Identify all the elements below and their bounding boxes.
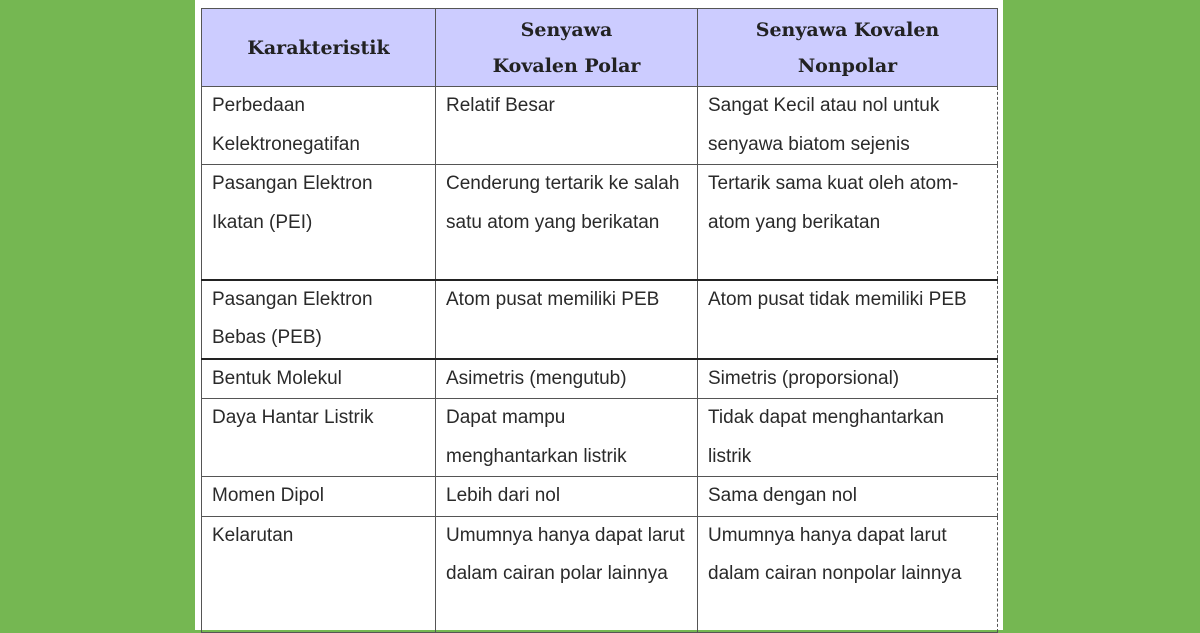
header-karakteristik: Karakteristik bbox=[202, 9, 436, 87]
table-row bbox=[202, 477, 998, 517]
cell-karakteristik: Pasangan Elektron Bebas (PEB) bbox=[202, 280, 436, 359]
table-row bbox=[202, 165, 998, 280]
cell-karakteristik: Kelarutan bbox=[202, 516, 436, 632]
cell-karakteristik: Daya Hantar Listrik bbox=[202, 399, 436, 477]
cell-nonpolar: Sama dengan nol bbox=[698, 477, 998, 517]
table-row bbox=[202, 399, 998, 477]
table-row bbox=[202, 280, 998, 359]
cell-karakteristik: Momen Dipol bbox=[202, 477, 436, 517]
comparison-table bbox=[201, 8, 998, 633]
cell-polar: Relatif Besar bbox=[436, 87, 698, 165]
cell-nonpolar: Simetris (proporsional) bbox=[698, 359, 998, 399]
header-polar: Senyawa Kovalen Polar bbox=[436, 9, 698, 87]
table-row bbox=[202, 87, 998, 165]
cell-nonpolar: Tidak dapat menghantarkan listrik bbox=[698, 399, 998, 477]
header-nonpolar: Senyawa Kovalen Nonpolar bbox=[698, 9, 998, 87]
cell-nonpolar: Umumnya hanya dapat larut dalam cairan nonpolar lainnya bbox=[698, 516, 998, 632]
cell-nonpolar: Sangat Kecil atau nol untuk senyawa biatom sejenis bbox=[698, 87, 998, 165]
cell-nonpolar: Tertarik sama kuat oleh atom-atom yang berikatan bbox=[698, 165, 998, 280]
cell-polar: Cenderung tertarik ke salah satu atom yang berikatan bbox=[436, 165, 698, 280]
cell-karakteristik: Pasangan Elektron Ikatan (PEI) bbox=[202, 165, 436, 280]
table-row bbox=[202, 516, 998, 632]
cell-polar: Asimetris (mengutub) bbox=[436, 359, 698, 399]
cell-polar: Atom pusat memiliki PEB bbox=[436, 280, 698, 359]
cell-polar: Dapat mampu menghantarkan listrik bbox=[436, 399, 698, 477]
cell-polar: Umumnya hanya dapat larut dalam cairan polar lainnya bbox=[436, 516, 698, 632]
header-row bbox=[202, 9, 998, 87]
document-sheet bbox=[195, 0, 1003, 630]
table-row bbox=[202, 359, 998, 399]
cell-karakteristik: Bentuk Molekul bbox=[202, 359, 436, 399]
cell-polar: Lebih dari nol bbox=[436, 477, 698, 517]
cell-karakteristik: Perbedaan Kelektronegatifan bbox=[202, 87, 436, 165]
cell-nonpolar: Atom pusat tidak memiliki PEB bbox=[698, 280, 998, 359]
